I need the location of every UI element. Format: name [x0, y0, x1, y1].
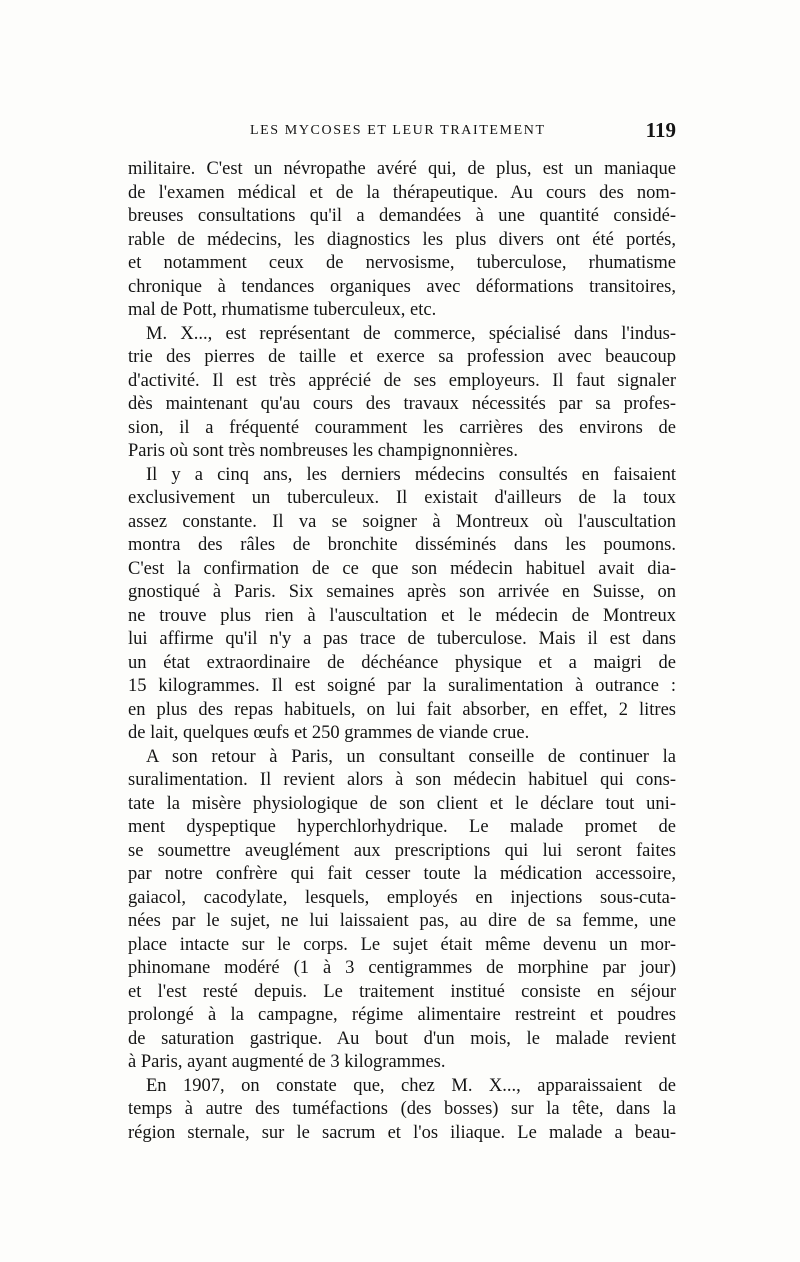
text-line: 15 kilogrammes. Il est soigné par la suralimentation à outrance :	[128, 676, 676, 696]
page-number: 119	[645, 118, 676, 142]
text-line: temps à autre des tuméfactions (des bosses) sur la tête, dans la	[128, 1099, 676, 1119]
text-line: tate la misère physiologique de son client et le déclare tout uni-	[128, 793, 676, 814]
text-line: exclusivement un tuberculeux. Il existait d'ailleurs de la toux	[128, 488, 676, 508]
text-line: phinomane modéré (1 à 3 centigrammes de morphine par jour)	[128, 958, 676, 978]
text-line: rable de médecins, les diagnostics les plus divers ont été portés,	[128, 229, 676, 250]
text-line: ne trouve plus rien à l'auscultation et le médecin de Montreux	[128, 605, 676, 626]
text-line: par notre confrère qui fait cesser toute la médication accessoire,	[128, 864, 676, 884]
text-line: et l'est resté depuis. Le traitement institué consiste en séjour	[128, 981, 676, 1002]
text-line: se soumettre aveuglément aux prescriptions qui lui seront faites	[128, 840, 676, 861]
text-line: gnostiqué à Paris. Six semaines après son arrivée en Suisse, on	[128, 582, 676, 602]
text-line: Il y a cinq ans, les derniers médecins consultés en faisaient	[146, 464, 676, 485]
text-line: en plus des repas habituels, on lui fait absorber, en effet, 2 litres	[128, 699, 676, 720]
text-line: trie des pierres de taille et exerce sa profession avec beaucoup	[128, 347, 676, 367]
text-line: suralimentation. Il revient alors à son médecin habituel qui cons-	[128, 770, 676, 790]
text-line: gaiacol, cacodylate, lesquels, employés en injections sous-cuta-	[128, 887, 676, 908]
body-text	[128, 158, 676, 1145]
text-line: sion, il a fréquenté couramment les carrières des environs de	[128, 417, 676, 438]
text-line: dès maintenant qu'au cours des travaux nécessités par sa profes-	[128, 394, 676, 414]
text-line: et notamment ceux de nervosisme, tuberculose, rhumatisme	[128, 253, 676, 273]
text-line: ment dyspeptique hyperchlorhydrique. Le malade promet de	[128, 817, 676, 837]
text-line: C'est la confirmation de ce que son médecin habituel avait dia-	[128, 558, 676, 579]
text-line: militaire. C'est un névropathe avéré qui, de plus, est un maniaque	[128, 159, 676, 179]
text-line: prolongé à la campagne, régime alimentaire restreint et poudres	[128, 1005, 676, 1025]
text-line: montra des râles de bronchite disséminés dans les poumons.	[128, 535, 676, 555]
text-line: de saturation gastrique. Au bout d'un mois, le malade revient	[128, 1028, 676, 1049]
page-header	[128, 118, 676, 144]
text-line: lui affirme qu'il n'y a pas trace de tuberculose. Mais il est dans	[128, 629, 676, 649]
text-line: Paris où sont très nombreuses les champignonnières.	[128, 441, 518, 461]
running-title: LES MYCOSES ET LEUR TRAITEMENT	[250, 123, 546, 138]
text-line: de lait, quelques œufs et 250 grammes de viande crue.	[128, 723, 530, 743]
text-line: assez constante. Il va se soigner à Montreux où l'auscultation	[128, 511, 676, 532]
text-line: M. X..., est représentant de commerce, spécialisé dans l'indus-	[146, 323, 676, 344]
text-line: nées par le sujet, ne lui laissaient pas, au dire de sa femme, une	[128, 911, 676, 931]
text-line: mal de Pott, rhumatisme tuberculeux, etc.	[128, 300, 437, 320]
text-line: chronique à tendances organiques avec déformations transitoires,	[128, 276, 676, 297]
text-line: A son retour à Paris, un consultant conseille de continuer la	[146, 746, 676, 767]
text-line: de l'examen médical et de la thérapeutique. Au cours des nom-	[128, 182, 676, 203]
text-line: d'activité. Il est très apprécié de ses employeurs. Il faut signaler	[128, 370, 676, 391]
text-line: En 1907, on constate que, chez M. X..., apparaissaient de	[146, 1075, 676, 1096]
text-line: breuses consultations qu'il a demandées à une quantité considé-	[128, 206, 676, 226]
text-line: place intacte sur le corps. Le sujet était même devenu un mor-	[128, 934, 676, 955]
text-line: région sternale, sur le sacrum et l'os iliaque. Le malade a beau-	[128, 1122, 676, 1143]
text-line: un état extraordinaire de déchéance physique et a maigri de	[128, 652, 676, 673]
text-line: à Paris, ayant augmenté de 3 kilogrammes.	[128, 1052, 446, 1072]
